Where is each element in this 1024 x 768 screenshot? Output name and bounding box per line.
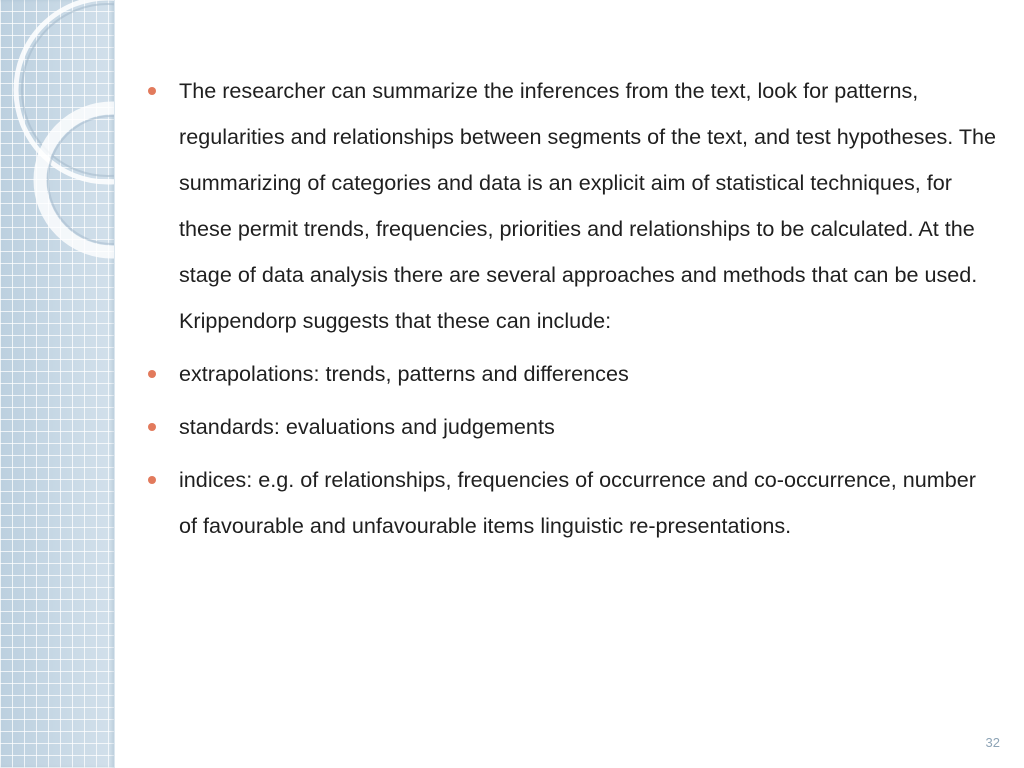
bullet-dot-icon (148, 87, 156, 95)
bullet-text: indices: e.g. of relationships, frequencies of occurrence and co-occurrence, number of favourable and unfavourable items linguistic re-presentations. (179, 467, 976, 538)
decorative-side-panel (0, 0, 115, 768)
bullet-item (148, 457, 998, 549)
bullet-dot-icon (148, 423, 156, 431)
bullet-list (148, 68, 998, 556)
bullet-item (148, 68, 998, 344)
bullet-item (148, 351, 998, 397)
bullet-text: The researcher can summarize the inferences from the text, look for patterns, regularities and relationships between segments of the text, and test hypotheses. The summarizing of categories and data is an explicit aim of statistical techniques, for these permit trends, frequencies, priorities and relationships to be calculated. At the stage of data analysis there are several approaches and methods that can be used. Krippendorp suggests that these can include: (179, 78, 997, 333)
bullet-text: extrapolations: trends, patterns and differences (179, 361, 629, 386)
decorative-rings-graphic (0, 0, 114, 768)
large-ring-shape (16, 0, 114, 182)
bullet-dot-icon (148, 476, 156, 484)
slide-number: 32 (985, 735, 1000, 750)
bullet-item (148, 404, 998, 450)
bullet-text: standards: evaluations and judgements (179, 414, 555, 439)
bullet-dot-icon (148, 370, 156, 378)
